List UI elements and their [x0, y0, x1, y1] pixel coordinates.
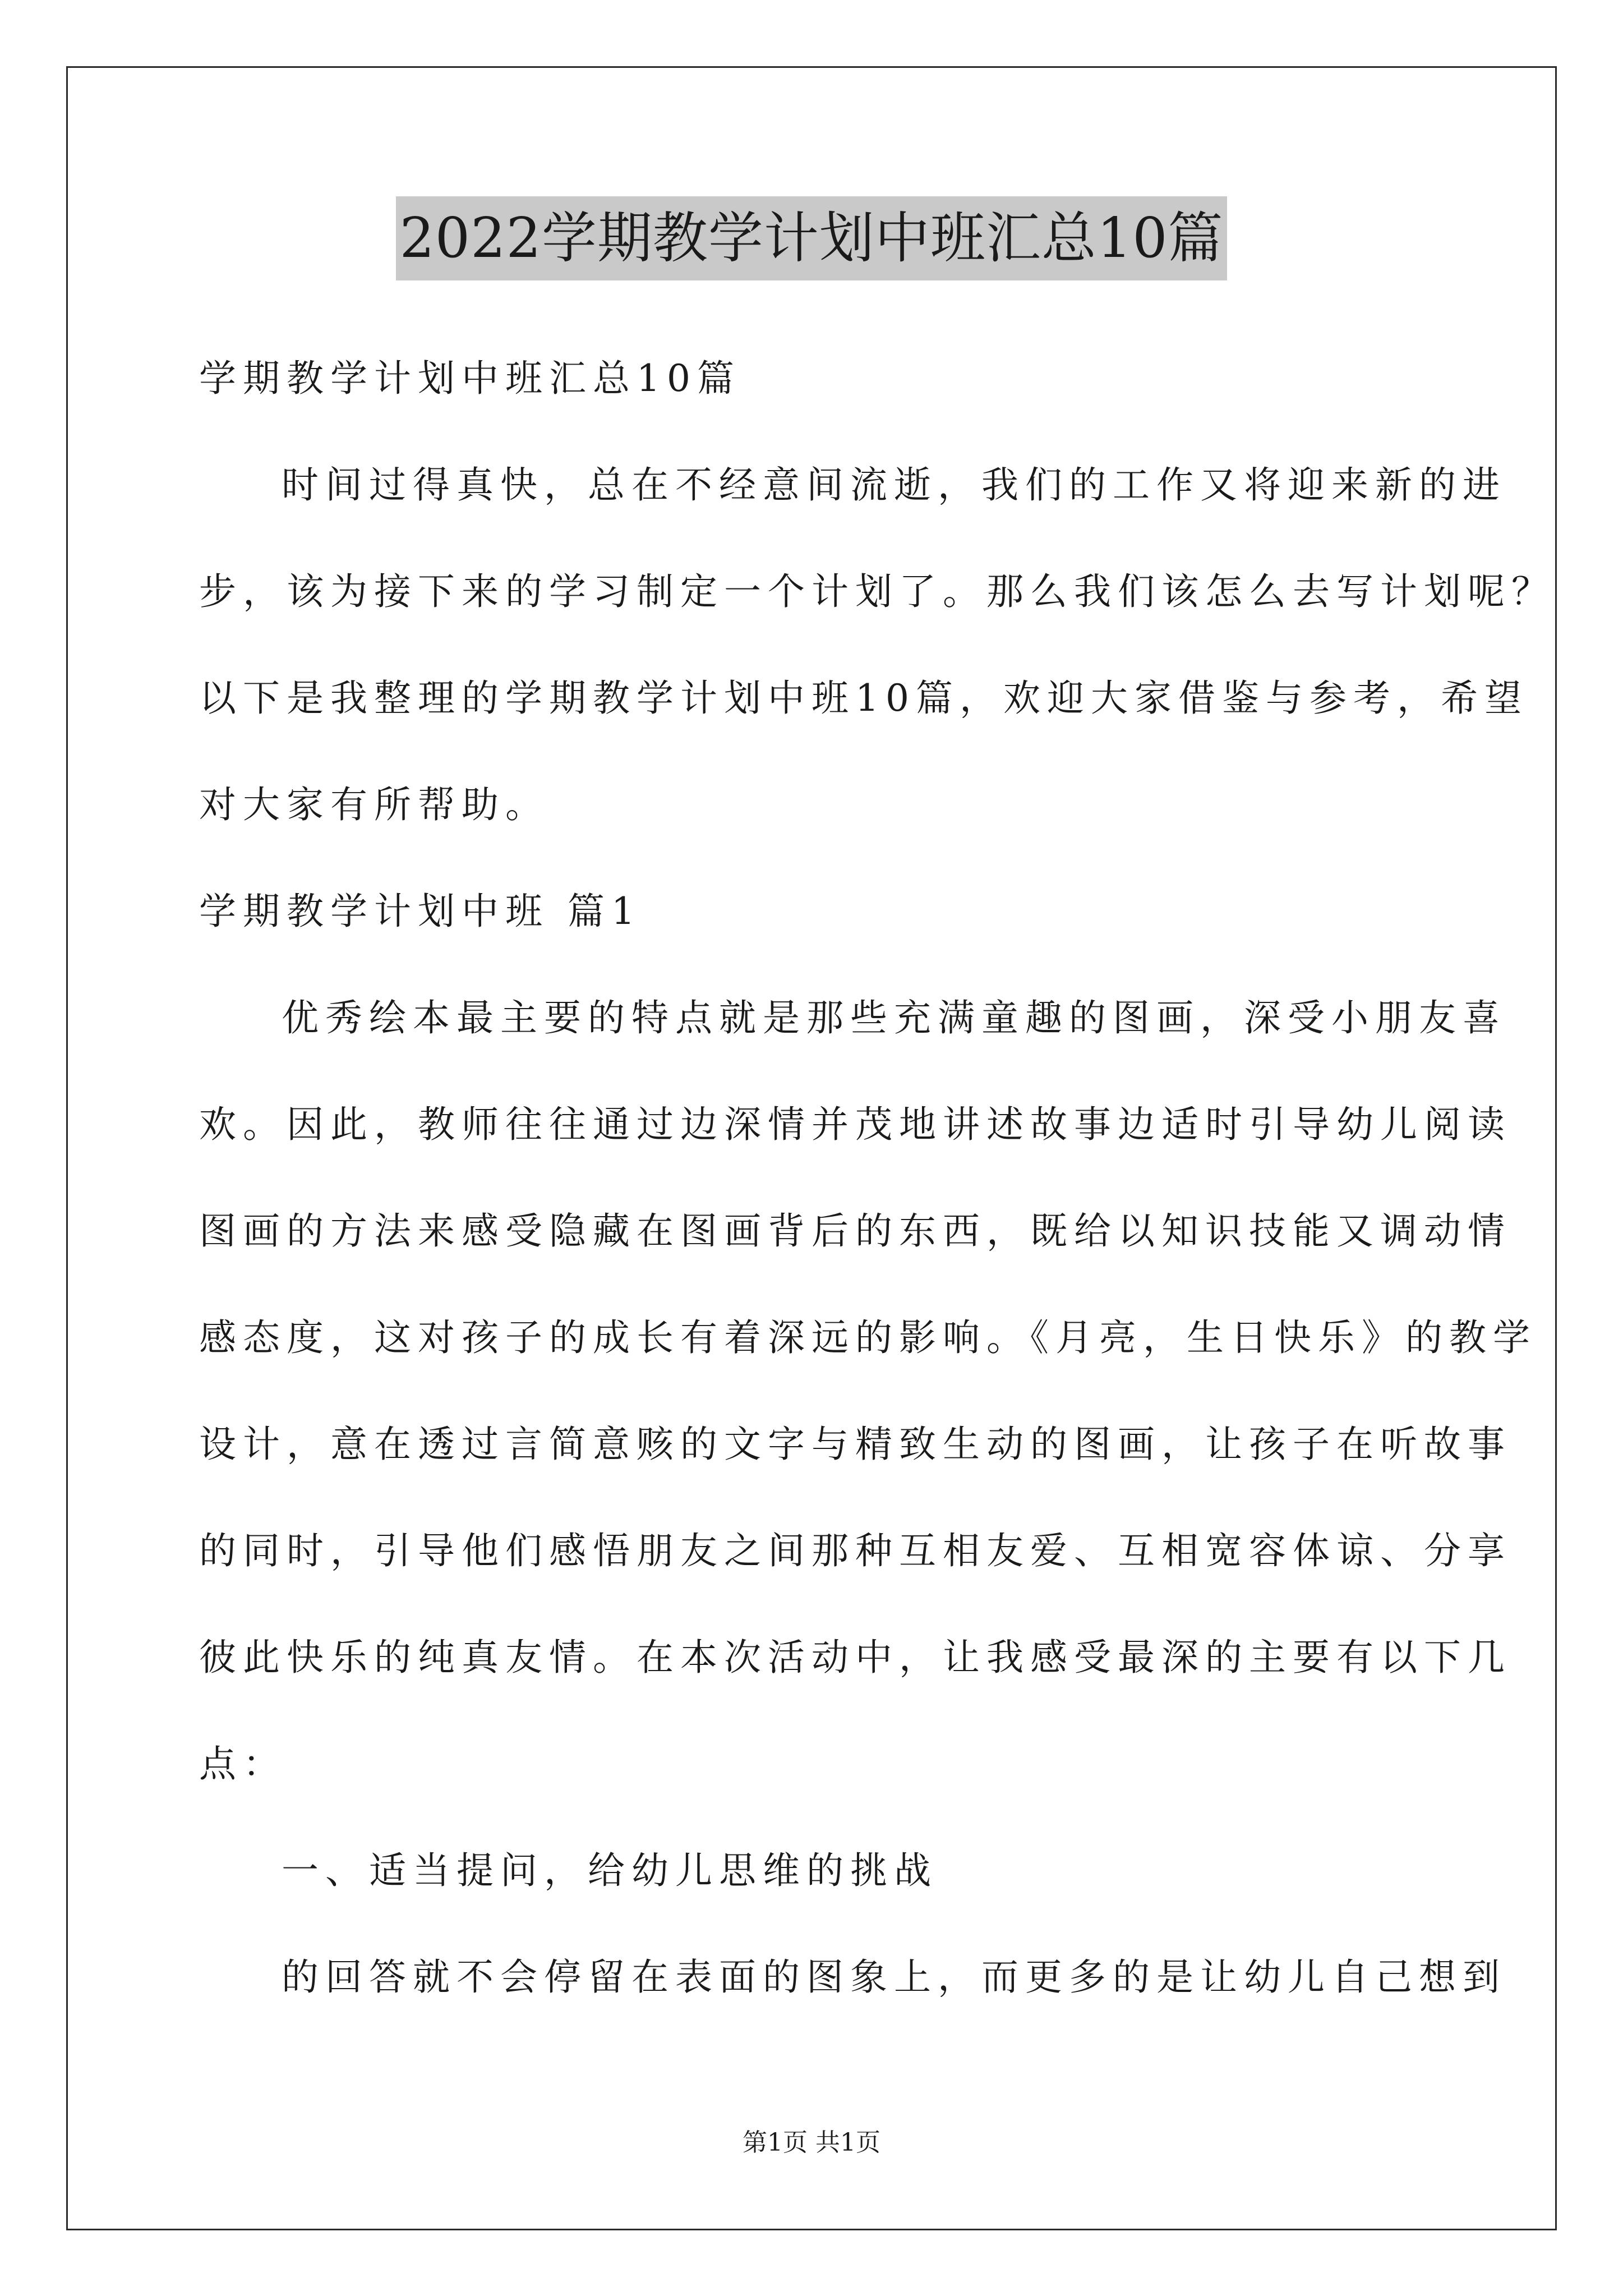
subtitle-line: 学期教学计划中班汇总10篇: [199, 357, 741, 400]
body-line-3: 图画的方法来感受隐藏在图画背后的东西，既给以知识技能又调动情: [199, 1209, 1511, 1253]
intro-line-3: 以下是我整理的学期教学计划中班10篇，欢迎大家借鉴与参考，希望: [199, 677, 1528, 720]
body-line-7: 彼此快乐的纯真友情。在本次活动中，让我感受最深的主要有以下几: [199, 1636, 1511, 1679]
body-line-5: 设计，意在透过言简意赅的文字与精致生动的图画，让孩子在听故事: [199, 1423, 1511, 1466]
body-line-1: 优秀绘本最主要的特点就是那些充满童趣的图画，深受小朋友喜: [282, 996, 1506, 1039]
body-line-6: 的同时，引导他们感悟朋友之间那种互相友爱、互相宽容体谅、分享: [199, 1529, 1511, 1572]
body-line-4: 感态度，这对孩子的成长有着深远的影响。《月亮，生日快乐》的教学: [199, 1316, 1537, 1359]
title-container: [0, 196, 1623, 280]
intro-line-1: 时间过得真快，总在不经意间流逝，我们的工作又将迎来新的进: [282, 463, 1506, 507]
section-heading: 学期教学计划中班 篇1: [199, 890, 642, 933]
closing-line: 的回答就不会停留在表面的图象上，而更多的是让幼儿自己想到: [282, 1955, 1506, 1999]
intro-line-4: 对大家有所帮助。: [199, 783, 549, 826]
point-heading: 一、适当提问，给幼儿思维的挑战: [282, 1849, 938, 1892]
body-line-2: 欢。因此，教师往往通过边深情并茂地讲述故事边适时引导幼儿阅读: [199, 1103, 1511, 1146]
page-footer: 第1页 共1页: [743, 2128, 880, 2157]
body-line-8: 点：: [199, 1742, 287, 1786]
intro-line-2: 步，该为接下来的学习制定一个计划了。那么我们该怎么去写计划呢？: [199, 570, 1555, 613]
document-title: 2022学期教学计划中班汇总10篇: [396, 196, 1227, 280]
